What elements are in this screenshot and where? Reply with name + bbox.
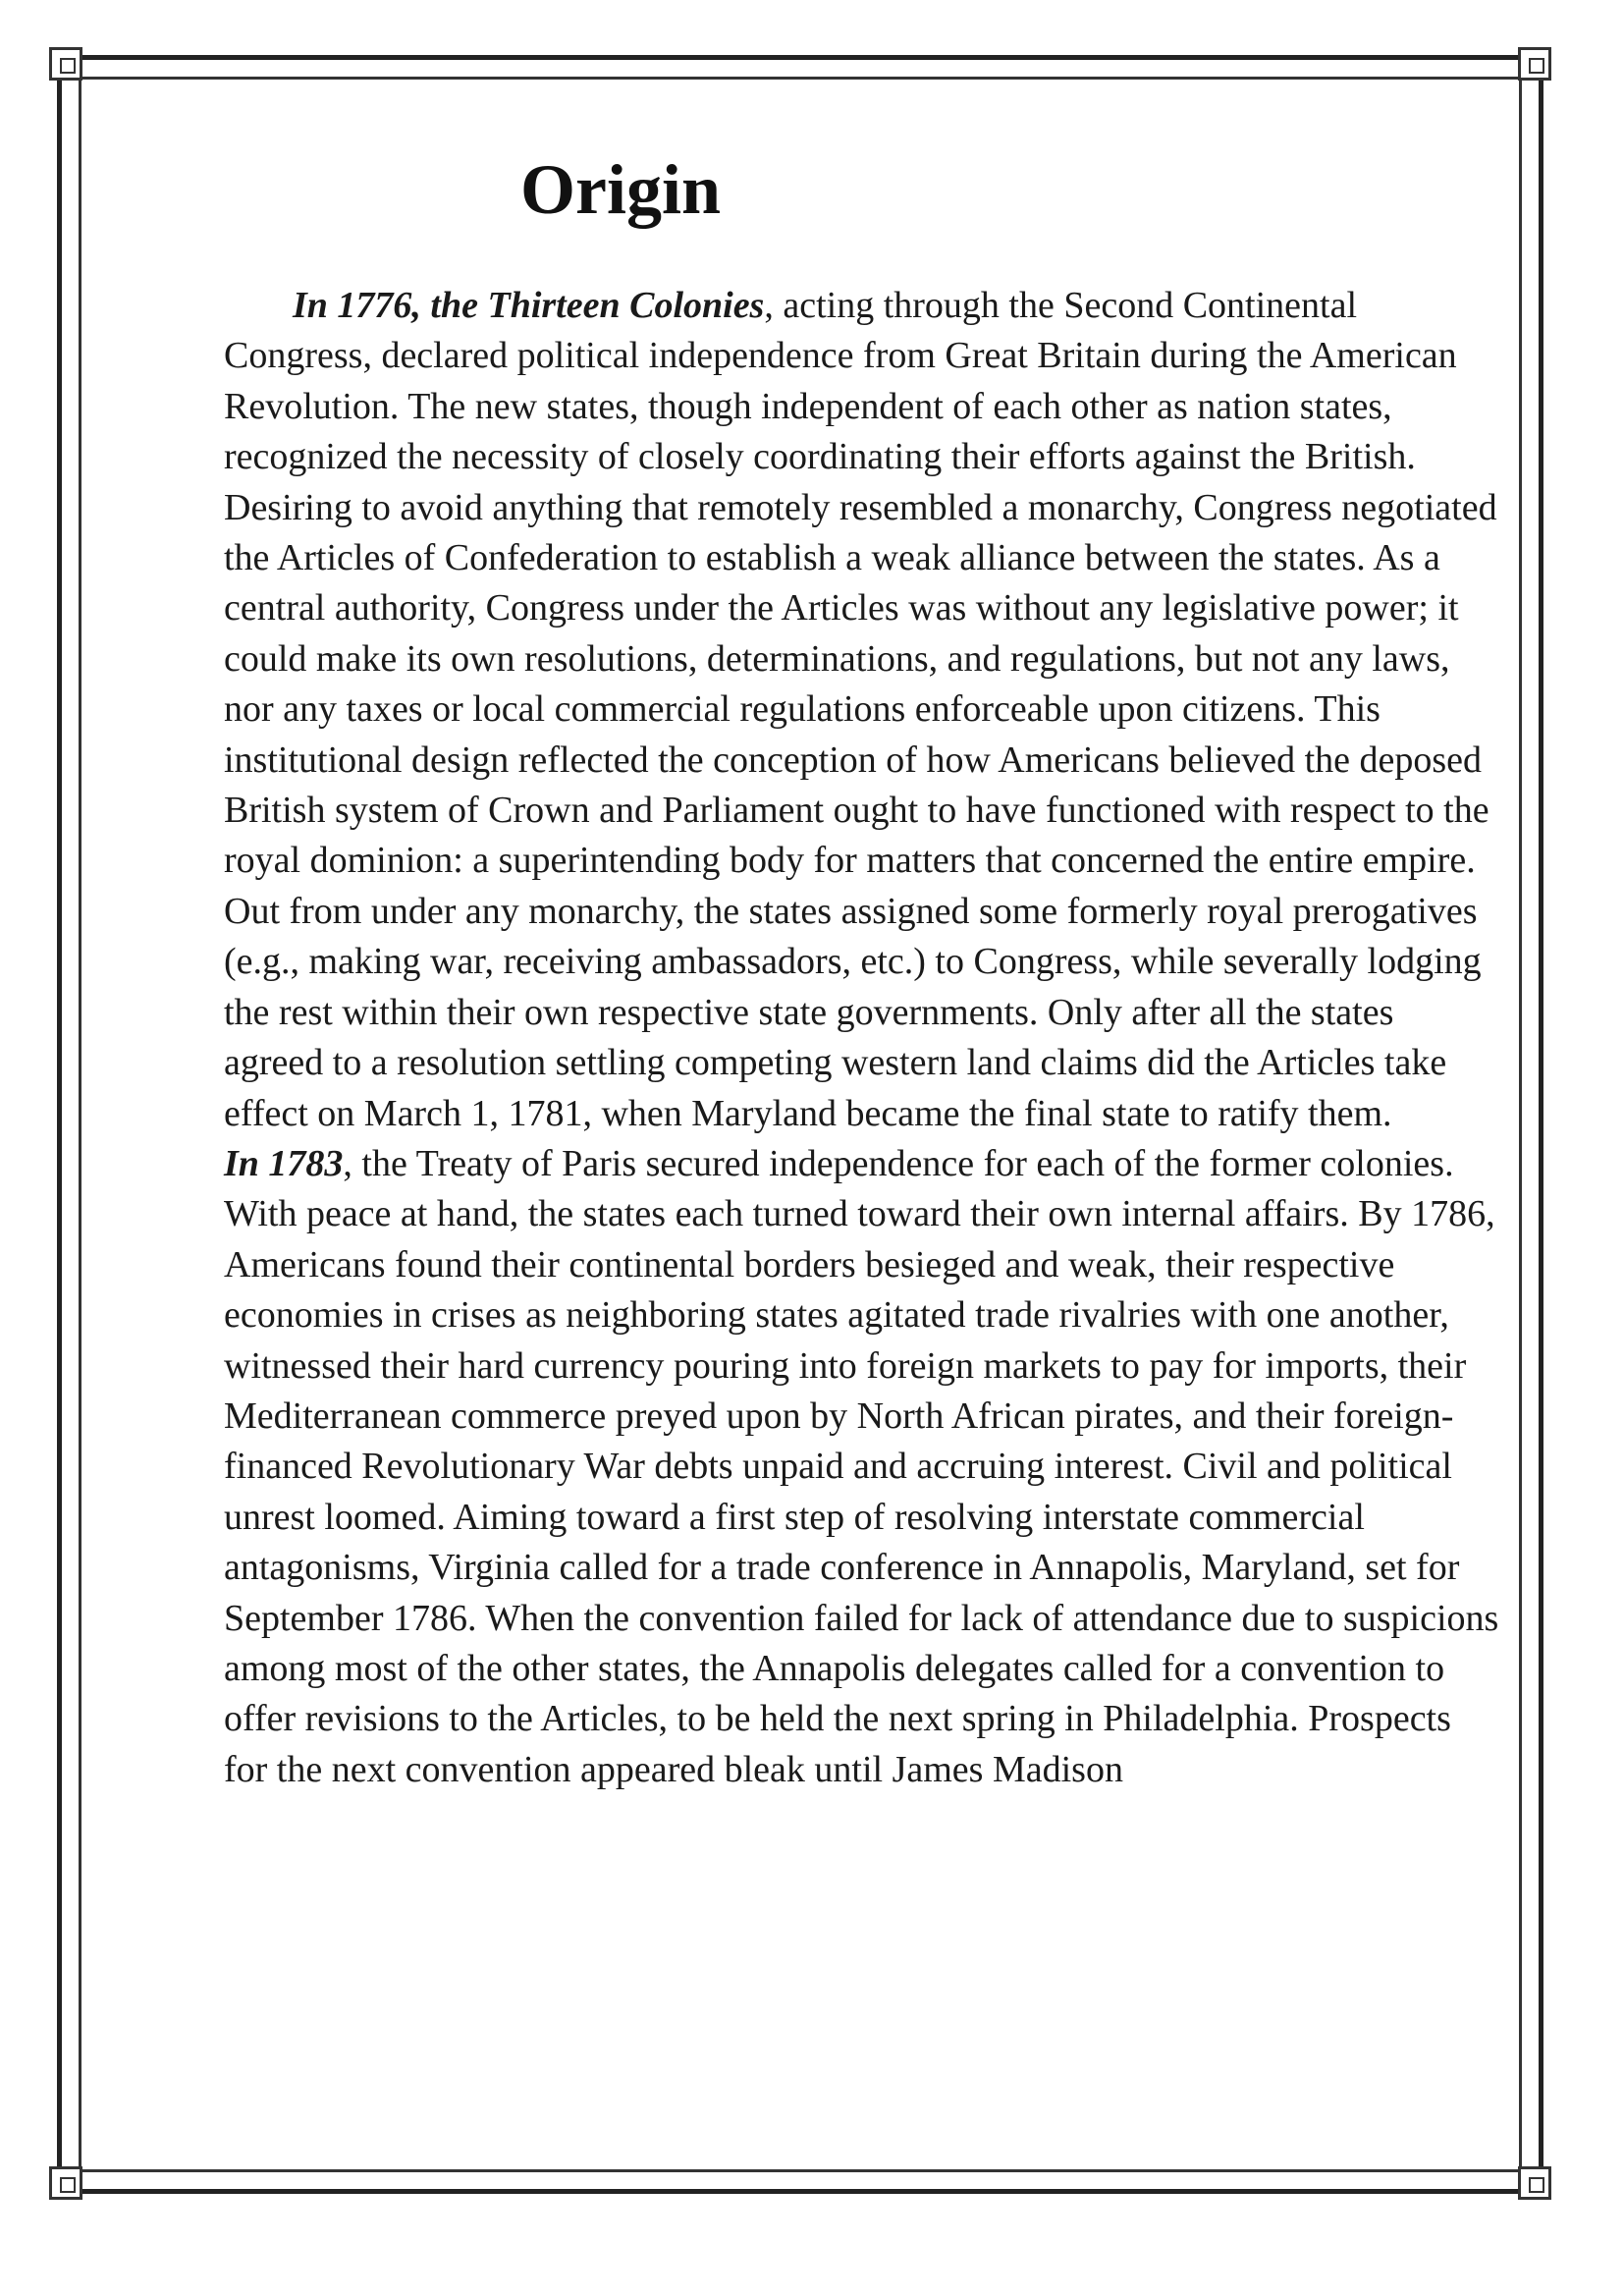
border-corner-ornament	[49, 2166, 82, 2200]
paragraph	[224, 281, 1500, 1139]
paragraph	[224, 1139, 1500, 1795]
paragraph-text: , the Treaty of Paris secured independence for each of the former colonies. With peace at hand, the states each turned toward their own internal affairs. By 1786, Americans found their continental borders besieged and weak, their respective economies in crises as neighboring states agitated trade rivalries with one another, witnessed their hard currency pouring into foreign markets to pay for imports, their Mediterranean commerce preyed upon by North African pirates, and their foreign-financed Revolutionary War debts unpaid and accruing interest. Civil and political unrest loomed. Aiming toward a first step of resolving interstate commercial antagonisms, Virginia called for a trade conference in Annapolis, Maryland, set for September 1786. When the convention failed for lack of attendance due to suspicions among most of the other states, the Annapolis delegates called for a convention to offer revisions to the Articles, to be held the next spring in Philadelphia. Prospects for the next convention appeared bleak until James Madison	[224, 1142, 1499, 1790]
border-corner-ornament	[49, 47, 82, 81]
document-body	[224, 281, 1500, 1795]
border-corner-ornament	[1518, 47, 1551, 81]
paragraph-lead: In 1783	[224, 1142, 344, 1184]
border-corner-ornament	[1518, 2166, 1551, 2200]
paragraph-lead: In 1776, the Thirteen Colonies	[293, 285, 765, 326]
page-title: Origin	[519, 150, 721, 229]
paragraph-text: , acting through the Second Continental Congress, declared political independence from Great Britain during the American Revolution. The new states, though independent of each other as nation states, recognized the necessity of closely coordinating their efforts against the British. Desiring to avoid anything that remotely resembled a monarchy, Congress negotiated the Articles of Confederation to establish a weak alliance between the states. As a central authority, Congress under the Articles was without any legislative power; it could make its own resolutions, determinations, and regulations, but not any laws, nor any taxes or local commercial regulations enforceable upon citizens. This institutional design reflected the conception of how Americans believed the deposed British system of Crown and Parliament ought to have functioned with respect to the royal dominion: a superintending body for matters that concerned the entire empire. Out from under any monarchy, the states assigned some formerly royal prerogatives (e.g., making war, receiving ambassadors, etc.) to Congress, while severally lodging the rest within their own respective state governments. Only after all the states agreed to a resolution settling competing western land claims did the Articles take effect on March 1, 1781, when Maryland became the final state to ratify them.	[224, 285, 1497, 1134]
